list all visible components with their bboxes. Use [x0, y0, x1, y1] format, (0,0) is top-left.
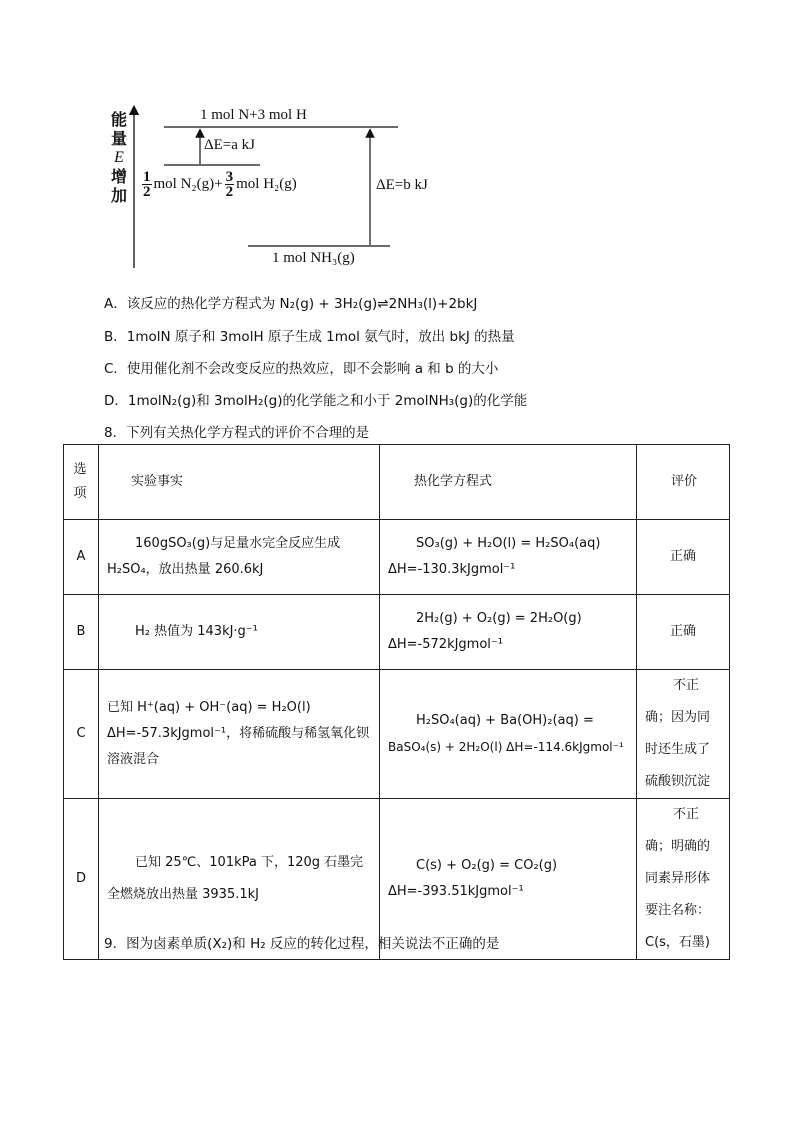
fact-line: ΔH=-57.3kJgmol⁻¹，将稀硫酸与稀氢氧化钡溶液混合 — [107, 726, 370, 767]
row-fact — [99, 670, 380, 799]
row-evaluation: 不正确；因为同时还生成了硫酸钡沉淀 — [637, 670, 730, 799]
table-row — [64, 670, 730, 799]
row-equation — [380, 670, 637, 799]
reactant-mid: mol N₂(g)+ — [153, 176, 223, 192]
frac-den: 2 — [143, 184, 151, 200]
equation-line: SO₃(g) + H₂O(l) = H₂SO₄(aq) — [416, 536, 601, 551]
header-fact: 实验事实 — [99, 445, 380, 520]
option-c: C．使用催化剂不会改变反应的热效应，即不会影响 a 和 b 的大小 — [104, 361, 499, 377]
evaluation-table — [63, 444, 730, 960]
delta-a-label: ΔE=a kJ — [204, 137, 256, 153]
axis-char: 能 — [110, 110, 127, 129]
header-equation: 热化学方程式 — [380, 445, 637, 520]
equation-line: H₂SO₄(aq) + Ba(OH)₂(aq) = — [416, 713, 594, 728]
question-8-title: 8．下列有关热化学方程式的评价不合理的是 — [104, 425, 370, 441]
row-equation — [380, 520, 637, 595]
fraction-three-halves — [225, 170, 235, 199]
equation-line: ΔH=-130.3kJgmol⁻¹ — [388, 562, 516, 577]
reactant-end: mol H₂(g) — [236, 176, 297, 192]
frac-den: 2 — [225, 184, 234, 200]
row-equation — [380, 595, 637, 670]
option-d: D．1molN₂(g)和 3molH₂(g)的化学能之和小于 2molNH₃(g)的化学能 — [104, 393, 528, 409]
header-evaluation: 评价 — [637, 445, 730, 520]
question-9-title: 9．图为卤素单质(X₂)和 H₂ 反应的转化过程，相关说法不正确的是 — [104, 936, 500, 952]
equation-line: C(s) + O₂(g) = CO₂(g) — [416, 858, 558, 873]
equation-line: BaSO₄(s) + 2H₂O(l) ΔH=-114.6kJgmol⁻¹ — [388, 740, 624, 754]
row-evaluation: 正确 — [637, 595, 730, 670]
energy-diagram — [100, 100, 428, 275]
header-option-text: 选项 — [73, 462, 87, 501]
energy-axis-label — [109, 110, 129, 205]
table-header-row — [64, 445, 730, 520]
equation-line: ΔH=-572kJgmol⁻¹ — [388, 637, 503, 652]
row-evaluation: 不正确；明确的同素异形体要注名称：C(s，石墨) — [637, 799, 730, 960]
equation-line: ΔH=-393.51kJgmol⁻¹ — [388, 884, 524, 899]
frac-num: 1 — [143, 169, 151, 185]
reactant-level-label — [142, 170, 297, 199]
equation-line: 2H₂(g) + O₂(g) = 2H₂O(g) — [416, 611, 582, 626]
frac-num: 3 — [225, 169, 234, 185]
row-option: C — [64, 670, 99, 799]
row-fact: 160gSO₃(g)与足量水完全反应生成 H₂SO₄，放出热量 260.6kJ — [99, 520, 380, 595]
bottom-level-label: 1 mol NH₃(g) — [272, 250, 355, 266]
fraction-half — [142, 170, 152, 199]
header-option — [64, 445, 99, 520]
row-evaluation: 正确 — [637, 520, 730, 595]
row-option: D — [64, 799, 99, 960]
axis-char: E — [114, 149, 124, 166]
axis-char: 加 — [110, 186, 127, 205]
delta-b-label: ΔE=b kJ — [376, 177, 428, 193]
option-b: B．1molN 原子和 3molH 原子生成 1mol 氨气时，放出 bkJ 的热量 — [104, 329, 515, 345]
table-row — [64, 595, 730, 670]
fact-line: 已知 H⁺(aq) + OH⁻(aq) = H₂O(l) — [107, 700, 311, 715]
row-fact: 已知 25℃、101kPa 下，120g 石墨完全燃烧放出热量 3935.1kJ — [99, 799, 380, 960]
option-a: A．该反应的热化学方程式为 N₂(g) + 3H₂(g)⇌2NH₃(l)+2bkJ — [104, 296, 478, 312]
top-level-label: 1 mol N+3 mol H — [200, 107, 307, 123]
row-option: B — [64, 595, 99, 670]
row-fact: H₂ 热值为 143kJ·g⁻¹ — [99, 595, 380, 670]
table-row — [64, 520, 730, 595]
row-option: A — [64, 520, 99, 595]
axis-char: 增 — [110, 167, 127, 186]
axis-char: 量 — [110, 129, 127, 148]
